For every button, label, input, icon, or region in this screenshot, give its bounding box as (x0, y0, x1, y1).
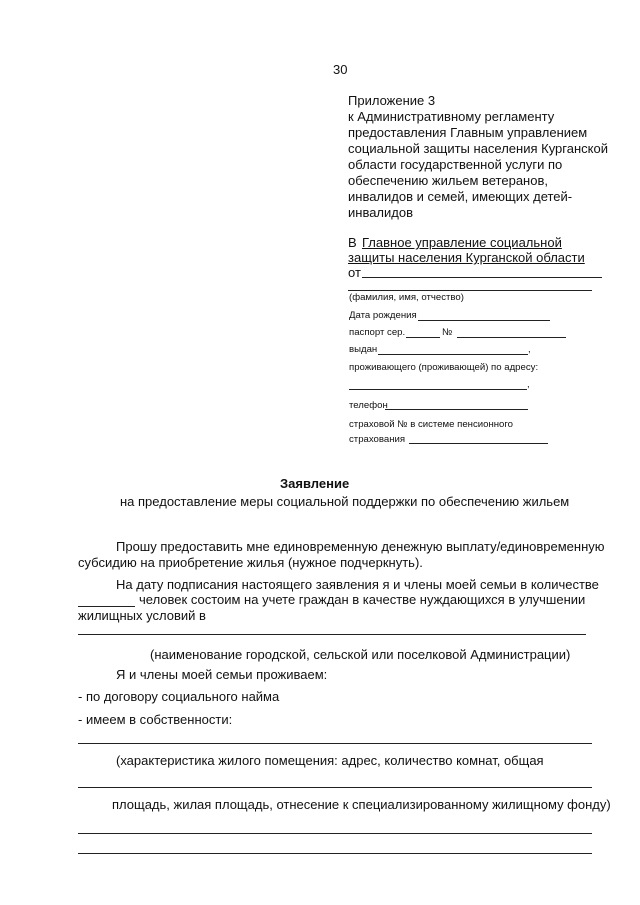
paragraph-date-2: человек состоим на учете граждан в качестве нуждающихся в улучшении (139, 592, 586, 607)
addressee-prefix: В (348, 235, 357, 250)
passport-series-line[interactable] (406, 337, 440, 338)
characteristics-line-1[interactable] (78, 743, 592, 744)
appendix-line: Приложение 3 (348, 93, 436, 108)
addressee-line-1: Главное управление социальной (362, 235, 562, 250)
option-social-rent: - по договору социального найма (78, 689, 280, 704)
paragraph-date-1: На дату подписания настоящего заявления я и члены моей семьи в количестве (116, 577, 599, 592)
living-intro: Я и члены моей семьи проживаем: (116, 667, 328, 682)
appendix-line: к Административному регламенту (348, 109, 555, 124)
appendix-line: инвалидов и семей, имеющих детей- (348, 189, 573, 204)
document-title: Заявление (280, 476, 350, 491)
phone-label: телефон (349, 400, 388, 411)
paragraph-request-1: Прошу предоставить мне единовременную денежную выплату/единовременную (116, 539, 605, 554)
administration-caption: (наименование городской, сельской или поселковой Администрации) (150, 647, 571, 662)
residing-label: проживающего (проживающей) по адресу: (349, 362, 539, 373)
characteristics-line-4[interactable] (78, 853, 592, 854)
family-count-line[interactable] (78, 606, 135, 607)
appendix-line: социальной защиты населения Курганской (348, 141, 608, 156)
addressee-line-2: защиты населения Курганской области (348, 250, 585, 265)
characteristics-caption-2: площадь, жилая площадь, отнесение к специализированному жилищному фонду) (112, 797, 611, 812)
residing-comma: , (527, 379, 530, 390)
from-line-2[interactable] (348, 290, 592, 291)
passport-series-label: паспорт сер. (349, 327, 406, 338)
passport-number-line[interactable] (457, 337, 566, 338)
appendix-line: обеспечению жильем ветеранов, (348, 173, 548, 188)
appendix-line: предоставления Главным управлением (348, 125, 588, 140)
insurance-label-1: страховой № в системе пенсионного (349, 419, 514, 430)
from-label: от (348, 265, 361, 280)
issued-label: выдан (349, 344, 378, 355)
characteristics-caption-1: (характеристика жилого помещения: адрес, количество комнат, общая (116, 753, 544, 768)
administration-line[interactable] (78, 634, 586, 635)
phone-line[interactable] (385, 409, 528, 410)
characteristics-line-3[interactable] (78, 833, 592, 834)
fio-caption: (фамилия, имя, отчество) (349, 292, 464, 303)
option-ownership: - имеем в собственности: (78, 712, 233, 727)
from-line[interactable] (362, 277, 602, 278)
page-number: 30 (333, 62, 348, 77)
birth-date-label: Дата рождения (349, 310, 417, 321)
document-subtitle: на предоставление меры социальной поддержки по обеспечению жильем (120, 494, 570, 509)
insurance-label-2: страхования (349, 434, 406, 445)
issued-line[interactable] (378, 354, 528, 355)
appendix-line: области государственной услуги по (348, 157, 563, 172)
appendix-line: инвалидов (348, 205, 413, 220)
characteristics-line-2[interactable] (78, 787, 592, 788)
insurance-line[interactable] (409, 443, 548, 444)
paragraph-date-3: жилищных условий в (78, 608, 206, 623)
birth-date-line[interactable] (418, 320, 550, 321)
paragraph-request-2: субсидию на приобретение жилья (нужное подчеркнуть). (78, 555, 423, 570)
passport-number-label: № (442, 327, 453, 338)
residing-line[interactable] (349, 389, 527, 390)
issued-comma: , (528, 344, 531, 355)
